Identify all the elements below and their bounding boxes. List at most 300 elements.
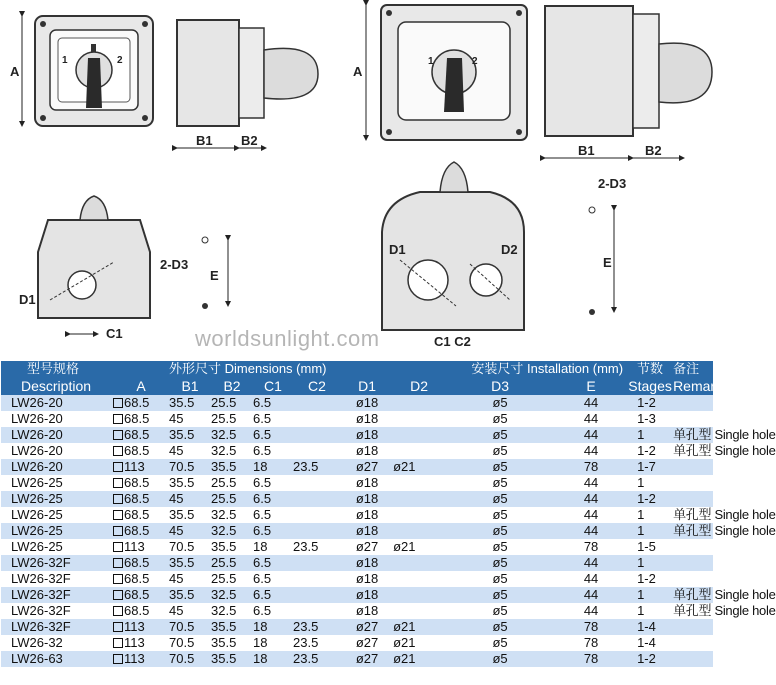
cell-a-value: 68.5 xyxy=(124,443,150,458)
cell-e: 44 xyxy=(555,427,627,443)
cell-c1: 6.5 xyxy=(253,603,293,619)
cell-c2 xyxy=(293,395,341,411)
cell-description: LW26-32F xyxy=(1,619,113,635)
cell-stages: 1 xyxy=(627,523,673,539)
cell-remark xyxy=(673,635,713,651)
cell-a-value: 113 xyxy=(124,651,145,666)
cell-d3: ø5 xyxy=(445,635,555,651)
cell-d3: ø5 xyxy=(445,427,555,443)
square-symbol-icon xyxy=(113,430,123,440)
cell-d2 xyxy=(393,491,445,507)
cell-b2: 35.5 xyxy=(211,459,253,475)
cell-c2: 23.5 xyxy=(293,619,341,635)
cell-c1: 6.5 xyxy=(253,475,293,491)
cell-e: 78 xyxy=(555,635,627,651)
cell-b1: 70.5 xyxy=(169,459,211,475)
cell-c2: 23.5 xyxy=(293,459,341,475)
cell-a-value: 68.5 xyxy=(124,491,150,506)
cell-remark xyxy=(673,411,713,427)
cell-a xyxy=(113,395,169,411)
cell-a xyxy=(113,443,169,459)
cell-b1: 35.5 xyxy=(169,587,211,603)
cell-a-value: 68.5 xyxy=(124,523,150,538)
cell-b1: 70.5 xyxy=(169,635,211,651)
cell-d3: ø5 xyxy=(445,539,555,555)
cell-c1: 6.5 xyxy=(253,395,293,411)
table-header-en xyxy=(1,377,713,395)
large-side-view xyxy=(545,6,712,158)
table-row xyxy=(1,651,713,667)
cell-remark xyxy=(673,475,713,491)
cell-d2: ø21 xyxy=(393,651,445,667)
table-row xyxy=(1,395,713,411)
cell-stages: 1-3 xyxy=(627,411,673,427)
square-symbol-icon xyxy=(113,590,123,600)
square-symbol-icon xyxy=(113,446,123,456)
cell-d1: ø27 xyxy=(341,619,393,635)
cell-d1: ø18 xyxy=(341,587,393,603)
position-2-label-large: 2 xyxy=(472,56,478,67)
dim-label-b2: B2 xyxy=(241,133,258,148)
dim-label-e-large: E xyxy=(603,255,612,270)
cell-e: 44 xyxy=(555,587,627,603)
cell-d1: ø27 xyxy=(341,459,393,475)
header-stages-cn: 节数 xyxy=(627,361,673,377)
dim-label-a: A xyxy=(10,64,20,79)
cell-b1: 70.5 xyxy=(169,539,211,555)
cell-b2: 25.5 xyxy=(211,555,253,571)
table-row xyxy=(1,539,713,555)
cell-e: 44 xyxy=(555,443,627,459)
cell-a xyxy=(113,619,169,635)
dim-label-d1-large: D1 xyxy=(389,242,406,257)
cell-d3: ø5 xyxy=(445,395,555,411)
cell-c2: 23.5 xyxy=(293,635,341,651)
cell-e: 78 xyxy=(555,459,627,475)
square-symbol-icon xyxy=(113,638,123,648)
cell-d1: ø18 xyxy=(341,507,393,523)
cell-remark: 单孔型 Single hole xyxy=(673,507,776,522)
cell-stages: 1-2 xyxy=(627,395,673,411)
header-description-en: Description xyxy=(1,377,113,395)
cell-b2: 32.5 xyxy=(211,507,253,523)
cell-d1: ø27 xyxy=(341,635,393,651)
cell-d2: ø21 xyxy=(393,635,445,651)
cell-description: LW26-25 xyxy=(1,491,113,507)
large-bottom-view xyxy=(382,162,614,330)
cell-e: 44 xyxy=(555,395,627,411)
cell-d3: ø5 xyxy=(445,587,555,603)
square-symbol-icon xyxy=(113,494,123,504)
cell-c1: 18 xyxy=(253,619,293,635)
cell-description: LW26-32F xyxy=(1,555,113,571)
cell-d3: ø5 xyxy=(445,411,555,427)
cell-a-value: 68.5 xyxy=(124,571,150,586)
cell-a xyxy=(113,587,169,603)
cell-stages: 1-2 xyxy=(627,571,673,587)
cell-d2 xyxy=(393,411,445,427)
cell-a xyxy=(113,571,169,587)
cell-description: LW26-20 xyxy=(1,459,113,475)
cell-a-value: 68.5 xyxy=(124,555,150,570)
table-row xyxy=(1,635,713,651)
cell-b2: 25.5 xyxy=(211,491,253,507)
cell-d3: ø5 xyxy=(445,571,555,587)
cell-d1: ø18 xyxy=(341,555,393,571)
cell-remark xyxy=(673,571,713,587)
cell-c1: 6.5 xyxy=(253,507,293,523)
cell-c2 xyxy=(293,427,341,443)
table-row xyxy=(1,411,713,427)
position-1-label-large: 1 xyxy=(428,56,434,67)
cell-description: LW26-20 xyxy=(1,443,113,459)
cell-d1: ø18 xyxy=(341,475,393,491)
cell-b2: 32.5 xyxy=(211,587,253,603)
cell-d3: ø5 xyxy=(445,459,555,475)
cell-b1: 35.5 xyxy=(169,395,211,411)
cell-remark: 单孔型 Single hole xyxy=(673,587,776,602)
cell-d1: ø18 xyxy=(341,571,393,587)
cell-a-value: 113 xyxy=(124,635,145,650)
header-description-cn: 型号规格 xyxy=(1,361,113,377)
table-row xyxy=(1,619,713,635)
cell-d2 xyxy=(393,475,445,491)
small-side-view xyxy=(177,20,318,148)
cell-a xyxy=(113,491,169,507)
cell-b2: 32.5 xyxy=(211,523,253,539)
dim-label-d3: 2-D3 xyxy=(160,257,189,272)
header-col-c1: C1 xyxy=(253,377,293,395)
cell-description: LW26-20 xyxy=(1,411,113,427)
square-symbol-icon xyxy=(113,558,123,568)
cell-e: 44 xyxy=(555,555,627,571)
cell-c2 xyxy=(293,587,341,603)
square-symbol-icon xyxy=(113,414,123,424)
cell-b1: 45 xyxy=(169,443,211,459)
cell-description: LW26-32F xyxy=(1,587,113,603)
dim-label-b1: B1 xyxy=(196,133,213,148)
cell-stages: 1 xyxy=(627,587,673,603)
cell-remark: 单孔型 Single hole xyxy=(673,523,776,538)
cell-b2: 25.5 xyxy=(211,475,253,491)
cell-c1: 6.5 xyxy=(253,427,293,443)
square-symbol-icon xyxy=(113,574,123,584)
cell-remark: 单孔型 Single hole xyxy=(673,427,776,442)
cell-stages: 1-7 xyxy=(627,459,673,475)
cell-d1: ø18 xyxy=(341,443,393,459)
cell-d2 xyxy=(393,427,445,443)
dim-label-a-large: A xyxy=(353,64,363,79)
cell-remark xyxy=(673,555,713,571)
cell-d1: ø18 xyxy=(341,411,393,427)
cell-c1: 6.5 xyxy=(253,571,293,587)
header-col-d3: D3 xyxy=(445,377,555,395)
cell-d2: ø21 xyxy=(393,539,445,555)
dim-label-b1-large: B1 xyxy=(578,143,595,158)
cell-c2 xyxy=(293,507,341,523)
cell-b2: 35.5 xyxy=(211,539,253,555)
cell-d1: ø27 xyxy=(341,539,393,555)
technical-drawings xyxy=(0,0,716,360)
cell-d3: ø5 xyxy=(445,651,555,667)
cell-description: LW26-20 xyxy=(1,395,113,411)
table-header-cn xyxy=(1,361,713,377)
header-col-b2: B2 xyxy=(211,377,253,395)
cell-b1: 45 xyxy=(169,523,211,539)
cell-remark xyxy=(673,395,713,411)
cell-d3: ø5 xyxy=(445,491,555,507)
cell-c2 xyxy=(293,571,341,587)
cell-a-value: 68.5 xyxy=(124,587,150,602)
cell-d3: ø5 xyxy=(445,523,555,539)
cell-e: 44 xyxy=(555,571,627,587)
cell-d2 xyxy=(393,587,445,603)
cell-b1: 35.5 xyxy=(169,555,211,571)
cell-c2 xyxy=(293,603,341,619)
cell-e: 44 xyxy=(555,603,627,619)
cell-remark xyxy=(673,619,713,635)
cell-b1: 45 xyxy=(169,571,211,587)
header-remarks-en: Remarks xyxy=(673,378,730,394)
square-symbol-icon xyxy=(113,654,123,664)
cell-remark xyxy=(673,459,713,475)
cell-e: 44 xyxy=(555,491,627,507)
cell-b1: 45 xyxy=(169,411,211,427)
cell-a xyxy=(113,507,169,523)
cell-a-value: 68.5 xyxy=(124,475,150,490)
cell-remark xyxy=(673,491,713,507)
cell-c1: 18 xyxy=(253,635,293,651)
cell-d1: ø18 xyxy=(341,523,393,539)
cell-c1: 6.5 xyxy=(253,491,293,507)
header-installation-cn: 安装尺寸 xyxy=(471,361,524,376)
cell-a xyxy=(113,427,169,443)
cell-a-value: 68.5 xyxy=(124,603,150,618)
position-1-label: 1 xyxy=(62,55,68,66)
header-dimensions-cn: 外形尺寸 xyxy=(169,361,222,376)
cell-description: LW26-32 xyxy=(1,635,113,651)
cell-b1: 35.5 xyxy=(169,427,211,443)
square-symbol-icon xyxy=(113,542,123,552)
cell-d2 xyxy=(393,507,445,523)
cell-c1: 6.5 xyxy=(253,523,293,539)
cell-description: LW26-20 xyxy=(1,427,113,443)
square-symbol-icon xyxy=(113,526,123,536)
cell-remark: 单孔型 Single hole xyxy=(673,603,776,618)
cell-c2 xyxy=(293,555,341,571)
cell-d3: ø5 xyxy=(445,507,555,523)
cell-stages: 1-2 xyxy=(627,443,673,459)
cell-d2 xyxy=(393,395,445,411)
cell-a xyxy=(113,651,169,667)
cell-b2: 25.5 xyxy=(211,411,253,427)
cell-stages: 1-2 xyxy=(627,491,673,507)
cell-description: LW26-32F xyxy=(1,571,113,587)
table-row xyxy=(1,555,713,571)
cell-remark: 单孔型 Single hole xyxy=(673,443,776,458)
cell-c2 xyxy=(293,475,341,491)
spec-table-body xyxy=(1,395,776,667)
header-installation xyxy=(445,361,627,377)
header-col-a: A xyxy=(113,377,169,395)
cell-d3: ø5 xyxy=(445,443,555,459)
dim-label-c1: C1 xyxy=(106,326,123,341)
cell-c1: 6.5 xyxy=(253,411,293,427)
cell-description: LW26-25 xyxy=(1,523,113,539)
cell-a xyxy=(113,459,169,475)
cell-stages: 1 xyxy=(627,603,673,619)
cell-e: 44 xyxy=(555,475,627,491)
cell-d2 xyxy=(393,603,445,619)
dim-label-d2-large: D2 xyxy=(501,242,518,257)
square-symbol-icon xyxy=(113,398,123,408)
watermark: worldsunlight.com xyxy=(195,326,380,351)
cell-e: 78 xyxy=(555,619,627,635)
cell-b2: 35.5 xyxy=(211,635,253,651)
table-row xyxy=(1,523,713,539)
cell-d3: ø5 xyxy=(445,555,555,571)
cell-remark xyxy=(673,539,713,555)
header-col-d1: D1 xyxy=(341,377,393,395)
cell-e: 78 xyxy=(555,539,627,555)
small-bottom-view xyxy=(38,196,228,334)
table-row xyxy=(1,603,713,619)
cell-remark xyxy=(673,651,713,667)
header-installation-en: Installation (mm) xyxy=(526,361,624,376)
cell-c2 xyxy=(293,443,341,459)
small-front-view xyxy=(22,16,153,126)
cell-b2: 35.5 xyxy=(211,651,253,667)
cell-b1: 70.5 xyxy=(169,651,211,667)
cell-a xyxy=(113,539,169,555)
cell-d2 xyxy=(393,555,445,571)
header-dimensions-en: Dimensions (mm) xyxy=(224,361,327,376)
header-dimensions xyxy=(169,361,393,377)
square-symbol-icon xyxy=(113,606,123,616)
cell-a-value: 68.5 xyxy=(124,507,150,522)
cell-b1: 45 xyxy=(169,603,211,619)
cell-a xyxy=(113,635,169,651)
cell-d1: ø18 xyxy=(341,491,393,507)
table-row xyxy=(1,459,713,475)
cell-a-value: 113 xyxy=(124,619,145,634)
header-col-c2: C2 xyxy=(293,377,341,395)
dim-label-e: E xyxy=(210,268,219,283)
cell-description: LW26-25 xyxy=(1,475,113,491)
square-symbol-icon xyxy=(113,622,123,632)
cell-d1: ø18 xyxy=(341,603,393,619)
table-row xyxy=(1,491,713,507)
cell-d1: ø18 xyxy=(341,395,393,411)
cell-stages: 1 xyxy=(627,427,673,443)
cell-a xyxy=(113,555,169,571)
cell-c2 xyxy=(293,411,341,427)
cell-c1: 18 xyxy=(253,539,293,555)
header-col-e: E xyxy=(555,377,627,395)
cell-c1: 6.5 xyxy=(253,555,293,571)
large-front-view xyxy=(366,5,527,140)
cell-stages: 1 xyxy=(627,475,673,491)
cell-c2: 23.5 xyxy=(293,539,341,555)
cell-d1: ø27 xyxy=(341,651,393,667)
cell-b2: 35.5 xyxy=(211,619,253,635)
cell-c1: 18 xyxy=(253,459,293,475)
cell-stages: 1-5 xyxy=(627,539,673,555)
cell-e: 44 xyxy=(555,507,627,523)
position-2-label: 2 xyxy=(117,55,123,66)
cell-b2: 32.5 xyxy=(211,603,253,619)
square-symbol-icon xyxy=(113,462,123,472)
cell-d2 xyxy=(393,571,445,587)
cell-stages: 1 xyxy=(627,555,673,571)
cell-description: LW26-63 xyxy=(1,651,113,667)
table-row xyxy=(1,571,713,587)
cell-a xyxy=(113,523,169,539)
cell-e: 44 xyxy=(555,523,627,539)
cell-d3: ø5 xyxy=(445,619,555,635)
cell-c2: 23.5 xyxy=(293,651,341,667)
cell-a xyxy=(113,475,169,491)
cell-a xyxy=(113,603,169,619)
cell-c2 xyxy=(293,491,341,507)
table-row xyxy=(1,427,713,443)
header-col-b1: B1 xyxy=(169,377,211,395)
cell-stages: 1-4 xyxy=(627,635,673,651)
cell-b2: 32.5 xyxy=(211,427,253,443)
cell-a xyxy=(113,411,169,427)
cell-description: LW26-25 xyxy=(1,507,113,523)
header-stages-en: Stages xyxy=(628,378,672,394)
cell-b2: 25.5 xyxy=(211,395,253,411)
cell-b1: 70.5 xyxy=(169,619,211,635)
cell-e: 78 xyxy=(555,651,627,667)
cell-d2 xyxy=(393,523,445,539)
dim-label-d3-large: 2-D3 xyxy=(598,176,627,191)
square-symbol-icon xyxy=(113,478,123,488)
cell-stages: 1-2 xyxy=(627,651,673,667)
table-row xyxy=(1,587,713,603)
table-row xyxy=(1,443,713,459)
cell-a-value: 68.5 xyxy=(124,411,150,426)
cell-b1: 35.5 xyxy=(169,475,211,491)
cell-d3: ø5 xyxy=(445,475,555,491)
dim-label-d1: D1 xyxy=(19,292,36,307)
cell-c1: 18 xyxy=(253,651,293,667)
cell-a-value: 68.5 xyxy=(124,427,150,442)
cell-a-value: 113 xyxy=(124,539,145,554)
table-row xyxy=(1,507,713,523)
dim-label-b2-large: B2 xyxy=(645,143,662,158)
cell-d2: ø21 xyxy=(393,459,445,475)
cell-description: LW26-25 xyxy=(1,539,113,555)
cell-d2 xyxy=(393,443,445,459)
cell-b2: 25.5 xyxy=(211,571,253,587)
cell-b1: 45 xyxy=(169,491,211,507)
cell-c1: 6.5 xyxy=(253,443,293,459)
square-symbol-icon xyxy=(113,510,123,520)
table-row xyxy=(1,475,713,491)
spec-table xyxy=(1,361,776,667)
header-remarks-cn: 备注 xyxy=(673,361,713,377)
cell-description: LW26-32F xyxy=(1,603,113,619)
cell-b1: 35.5 xyxy=(169,507,211,523)
cell-b2: 32.5 xyxy=(211,443,253,459)
cell-a-value: 113 xyxy=(124,459,145,474)
cell-c1: 6.5 xyxy=(253,587,293,603)
cell-stages: 1 xyxy=(627,507,673,523)
cell-d3: ø5 xyxy=(445,603,555,619)
dim-label-c1c2: C1 C2 xyxy=(434,334,471,349)
